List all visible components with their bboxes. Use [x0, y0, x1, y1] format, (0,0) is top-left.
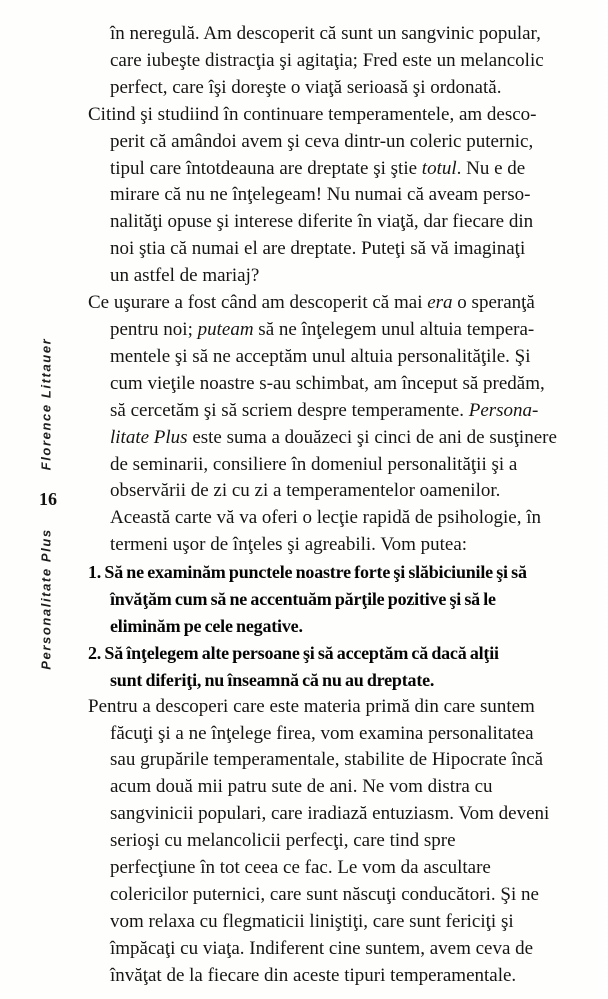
text-line — [88, 936, 604, 963]
text-line — [88, 290, 604, 317]
text-run: vom relaxa cu flegmaticii liniştiţi, care sunt fericiţi şi — [110, 910, 514, 932]
text-run: eliminăm pe cele negative. — [110, 615, 303, 636]
text-run: nalităţi opuse şi interese diferite în viaţă, dar fiecare din — [110, 211, 534, 233]
text-line — [88, 48, 604, 75]
text-line — [88, 398, 604, 425]
text-line — [88, 613, 604, 640]
italic-text-run: litate Plus — [110, 426, 188, 448]
italic-text-run: Persona- — [468, 399, 539, 421]
text-line — [88, 263, 604, 290]
text-line — [88, 452, 604, 479]
text-run: noi ştia că numai el are dreptate. Puteţi să vă imaginaţi — [110, 238, 526, 260]
text-run: acum două mii patru sute de ani. Ne vom distra cu — [110, 776, 493, 798]
text-run: termeni uşor de înţeles şi agreabili. Vom putea: — [110, 534, 468, 556]
text-run: o speranţă — [452, 292, 535, 314]
text-block — [88, 21, 604, 990]
text-line — [88, 828, 604, 855]
text-run: mirare că nu ne înţelegeam! Nu numai că aveam perso- — [110, 184, 531, 206]
text-line — [88, 156, 604, 183]
text-run: cum vieţile noastre s-au schimbat, am început să predăm, — [110, 372, 545, 394]
text-line — [88, 721, 604, 748]
text-line — [88, 882, 604, 909]
text-line — [88, 586, 604, 613]
text-line — [88, 801, 604, 828]
text-line — [88, 747, 604, 774]
text-run: sangvinicii populari, care iradiază entuziasm. Vom deveni — [110, 803, 550, 825]
text-line — [88, 774, 604, 801]
text-line — [88, 963, 604, 990]
text-line — [88, 317, 604, 344]
text-line — [88, 909, 604, 936]
text-run: împăcaţi cu viaţa. Indiferent cine suntem, avem ceva de — [110, 937, 534, 959]
text-run: 1. Să ne examinăm punctele noastre forte şi slăbiciunile şi să — [88, 562, 527, 583]
text-run: învăţăm cum să ne accentuăm părţile pozitive şi să le — [110, 589, 496, 610]
text-run: Această carte vă va oferi o lecţie rapidă de psihologie, în — [110, 507, 541, 529]
text-run: perit că amândoi avem şi ceva dintr-un coleric puternic, — [110, 130, 534, 152]
text-line — [88, 855, 604, 882]
text-run: serioşi cu melancolicii perfecţi, care tind spre — [110, 830, 456, 852]
text-line — [88, 371, 604, 398]
text-line — [88, 209, 604, 236]
text-line — [88, 667, 604, 694]
text-run: în neregulă. Am descoperit că sunt un sangvinic popular, — [110, 23, 541, 44]
text-line — [88, 236, 604, 263]
italic-text-run: era — [427, 292, 453, 314]
text-run: 2. Să înţelegem alte persoane şi să acceptăm că dacă alţii — [88, 642, 499, 663]
spine-author-label: Florence Littauer — [38, 337, 54, 471]
text-line — [88, 75, 604, 102]
text-line — [88, 532, 604, 559]
text-run: Citind şi studiind în continuare temperamentele, am desco- — [88, 103, 537, 125]
text-line — [88, 182, 604, 209]
text-run: tipul care întotdeauna are dreptate şi ştie — [110, 157, 422, 179]
text-line — [88, 425, 604, 452]
text-run: învăţat de la fiecare din aceste tipuri temperamentale. — [110, 964, 517, 986]
text-line — [88, 478, 604, 505]
text-run: sau grupările temperamentale, stabilite de Hipocrate încă — [110, 749, 544, 771]
text-run: observării de zi cu zi a temperamentelor oamenilor. — [110, 480, 501, 502]
text-line — [88, 505, 604, 532]
text-run: mentele şi să ne acceptăm unul altuia personalităţile. Şi — [110, 345, 531, 367]
text-run: să ne înţelegem unul altuia tempera- — [253, 318, 535, 340]
text-run: de seminarii, consiliere în domeniul personalităţii şi a — [110, 453, 518, 475]
page-number: 16 — [39, 489, 57, 509]
text-run: . Nu e de — [456, 157, 526, 179]
text-run: perfect, care îşi doreşte o viaţă serioasă şi ordonată. — [110, 76, 502, 98]
text-run: Pentru a descoperi care este materia primă din care suntem — [88, 695, 535, 717]
text-run: Ce uşurare a fost când am descoperit că mai — [88, 292, 428, 314]
text-run: este suma a douăzeci şi cinci de ani de susţinere — [187, 426, 557, 448]
text-run: pentru noi; — [110, 318, 198, 340]
text-line — [88, 559, 604, 586]
spine-title-label: Personalitate Plus — [38, 528, 54, 670]
text-run: sunt diferiţi, nu înseamnă că nu au dreptate. — [110, 669, 435, 690]
italic-text-run: totul — [421, 157, 457, 179]
text-run: un astfel de mariaj? — [110, 265, 260, 287]
text-line — [88, 129, 604, 156]
text-line — [88, 694, 604, 721]
text-run: să cercetăm şi să scriem despre temperamente. — [110, 399, 469, 421]
italic-text-run: puteam — [197, 318, 254, 340]
text-line — [88, 21, 604, 48]
text-run: perfecţiune în tot ceea ce fac. Le vom da ascultare — [110, 857, 491, 879]
text-run: făcuţi şi a ne înţelege firea, vom examina personalitatea — [110, 722, 534, 744]
text-line — [88, 640, 604, 667]
text-line — [88, 344, 604, 371]
text-run: care iubeşte distracţia şi agitaţia; Fred este un melancolic — [110, 49, 544, 71]
text-run: colericilor puternici, care sunt născuţi conducători. Şi ne — [110, 884, 539, 905]
text-line — [88, 102, 604, 129]
